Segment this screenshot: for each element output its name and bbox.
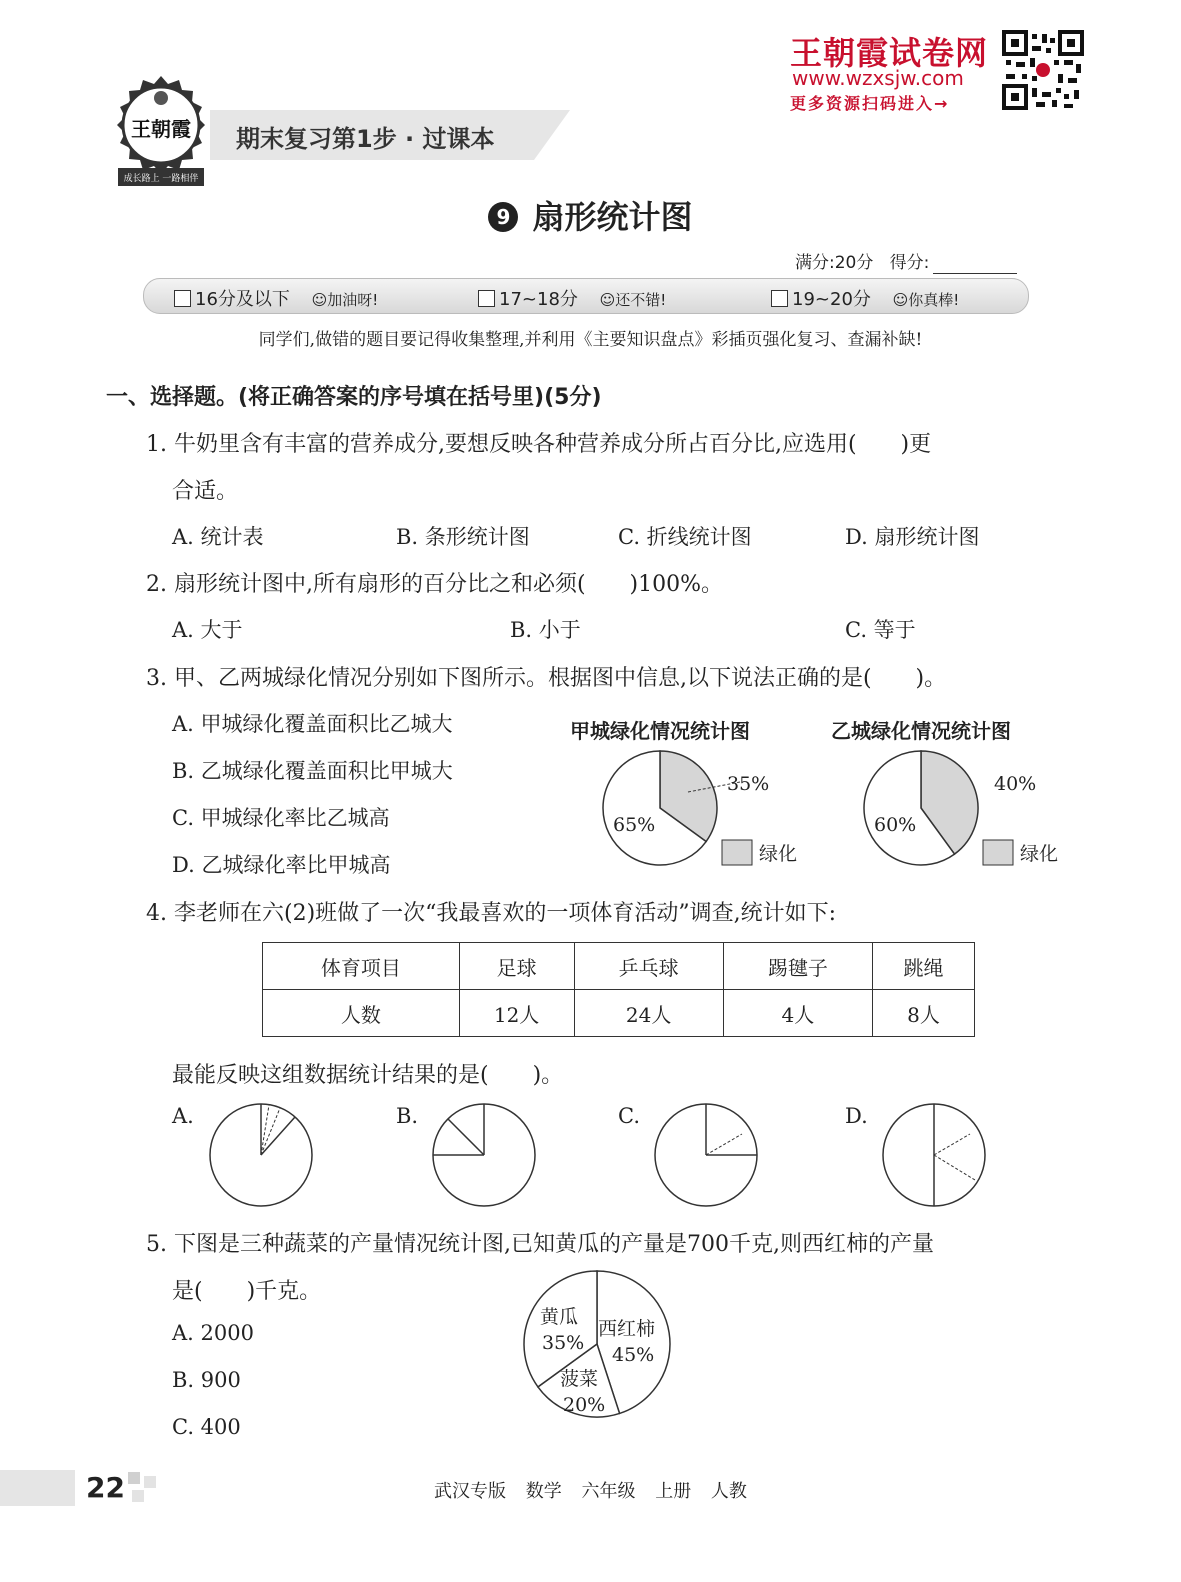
- table-header-cell: 跳绳: [873, 943, 975, 990]
- q1-option-a[interactable]: A. 统计表: [172, 525, 264, 549]
- chart-1-green-pct: 35%: [727, 773, 770, 795]
- level-2-comment: 还不错!: [615, 291, 667, 309]
- q1-text-line2: 合适。: [172, 479, 239, 504]
- q4-text: 4. 李老师在六(2)班做了一次“我最喜欢的一项体育活动”调查,统计如下:: [146, 901, 837, 926]
- chart-2-other-pct: 60%: [874, 814, 917, 836]
- chart-2-title: 乙城绿化情况统计图: [831, 719, 1011, 743]
- page-number: 22: [86, 1471, 125, 1504]
- q3-pie-charts: [540, 712, 1080, 882]
- chart-1-legend-swatch: [722, 840, 752, 865]
- q5-text-line2: 是( )千克。: [172, 1279, 322, 1304]
- table-cell: 8人: [873, 990, 975, 1037]
- slice-pct-spinach: 20%: [563, 1394, 606, 1416]
- slice-label-cucumber: 黄瓜: [540, 1306, 579, 1328]
- chart-1-other-pct: 65%: [613, 814, 656, 836]
- table-header-cell: 乒乓球: [574, 943, 723, 990]
- score-label: 得分:: [889, 253, 930, 273]
- full-score: 满分:20分: [795, 253, 874, 273]
- option-c-pie[interactable]: [655, 1104, 757, 1206]
- q2-option-c[interactable]: C. 等于: [845, 618, 916, 642]
- checkbox-icon[interactable]: [771, 290, 788, 307]
- q2-option-b[interactable]: B. 小于: [510, 618, 581, 642]
- section-1-heading: 一、选择题。(将正确答案的序号填在括号里)(5分): [106, 385, 602, 410]
- q4-option-c-label[interactable]: C.: [618, 1104, 640, 1128]
- chart-2-legend-swatch: [983, 840, 1013, 865]
- vegetable-pie-chart: [515, 1265, 685, 1425]
- table-header-cell: 体育项目: [263, 943, 460, 990]
- smiley-icon: ☺: [892, 291, 909, 309]
- chart-2-legend-label: 绿化: [1020, 843, 1059, 865]
- brand-more-link[interactable]: 更多资源扫码进入→: [790, 94, 950, 113]
- q3-option-b[interactable]: B. 乙城绿化覆盖面积比甲城大: [172, 759, 453, 783]
- brand-url[interactable]: www.wzxsjw.com: [792, 66, 964, 90]
- q5-option-c[interactable]: C. 400: [172, 1415, 241, 1439]
- slice-label-spinach: 菠菜: [560, 1368, 599, 1390]
- q4-option-b-label[interactable]: B.: [396, 1104, 419, 1128]
- table-cell: 24人: [574, 990, 723, 1037]
- q2-option-a[interactable]: A. 大于: [172, 618, 243, 642]
- chart-1-legend-label: 绿化: [759, 843, 798, 865]
- option-b-pie[interactable]: [433, 1104, 535, 1206]
- q5-text-line1: 5. 下图是三种蔬菜的产量情况统计图,已知黄瓜的产量是700千克,则西红柿的产量: [146, 1232, 934, 1257]
- survey-table: [262, 942, 975, 1037]
- badge-text: 王朝霞: [131, 117, 191, 141]
- level-2-range: 17~18分: [499, 289, 578, 310]
- table-cell: 4人: [723, 990, 872, 1037]
- option-d-pie[interactable]: [883, 1104, 985, 1206]
- chapter-banner-text: 期末复习第1步 · 过课本: [236, 125, 495, 153]
- q1-text-line1: 1. 牛奶里含有丰富的营养成分,要想反映各种营养成分所占百分比,应选用( )更: [146, 432, 932, 457]
- chart-1-title: 甲城绿化情况统计图: [570, 719, 750, 743]
- q4-option-a-label[interactable]: A.: [172, 1104, 194, 1128]
- smiley-icon: ☺: [599, 291, 616, 309]
- chart-1-pie: [603, 751, 717, 865]
- chart-2-pie: [864, 751, 978, 865]
- brand-badge-logo: [108, 70, 214, 188]
- score-line: [795, 248, 1017, 274]
- slice-label-tomato: 西红柿: [598, 1318, 656, 1340]
- q4-option-pies[interactable]: [200, 1100, 1000, 1210]
- score-blank[interactable]: [933, 253, 1017, 274]
- q3-option-c[interactable]: C. 甲城绿化率比乙城高: [172, 806, 390, 830]
- table-row: [263, 990, 975, 1037]
- qr-code-icon[interactable]: [1002, 30, 1084, 110]
- smiley-icon: ☺: [311, 291, 328, 309]
- level-3: [771, 285, 959, 311]
- chart-2-green-pct: 40%: [994, 773, 1037, 795]
- q5-option-a[interactable]: A. 2000: [172, 1321, 254, 1345]
- q5-option-b[interactable]: B. 900: [172, 1368, 241, 1392]
- q3-option-d[interactable]: D. 乙城绿化率比甲城高: [172, 853, 391, 877]
- brand-name[interactable]: 王朝霞试卷网: [790, 34, 989, 72]
- checkbox-icon[interactable]: [174, 290, 191, 307]
- level-3-comment: 你真棒!: [908, 291, 960, 309]
- q3-option-a[interactable]: A. 甲城绿化覆盖面积比乙城大: [172, 712, 453, 736]
- checkbox-icon[interactable]: [478, 290, 495, 307]
- slice-pct-cucumber: 35%: [542, 1332, 585, 1354]
- level-1: [174, 285, 378, 311]
- footer-edition: 武汉专版 数学 六年级 上册 人教: [434, 1481, 747, 1502]
- q4-prompt: 最能反映这组数据统计结果的是( )。: [172, 1063, 564, 1088]
- table-row: [263, 943, 975, 990]
- badge-motto: 成长路上 一路相伴: [123, 174, 199, 184]
- table-cell: 人数: [263, 990, 460, 1037]
- level-1-range: 16分及以下: [195, 289, 290, 310]
- study-note: 同学们,做错的题目要记得收集整理,并利用《主要知识盘点》彩插页强化复习、查漏补缺!: [258, 330, 923, 350]
- q1-option-b[interactable]: B. 条形统计图: [396, 525, 530, 549]
- q3-text: 3. 甲、乙两城绿化情况分别如下图所示。根据图中信息,以下说法正确的是( )。: [146, 666, 947, 691]
- level-2: [478, 285, 666, 311]
- q2-text: 2. 扇形统计图中,所有扇形的百分比之和必须( )100%。: [146, 572, 724, 597]
- q1-option-c[interactable]: C. 折线统计图: [618, 525, 752, 549]
- q1-option-d[interactable]: D. 扇形统计图: [845, 525, 980, 549]
- option-a-pie[interactable]: [210, 1104, 312, 1206]
- level-1-comment: 加油呀!: [327, 291, 379, 309]
- table-cell: 12人: [459, 990, 574, 1037]
- table-header-cell: 足球: [459, 943, 574, 990]
- slice-pct-tomato: 45%: [612, 1344, 655, 1366]
- page-title: [0, 192, 1181, 238]
- level-3-range: 19~20分: [792, 289, 871, 310]
- title-text: 扇形统计图: [532, 198, 693, 236]
- table-header-cell: 踢毽子: [723, 943, 872, 990]
- title-number: 9: [488, 202, 518, 232]
- q4-option-d-label[interactable]: D.: [845, 1104, 868, 1128]
